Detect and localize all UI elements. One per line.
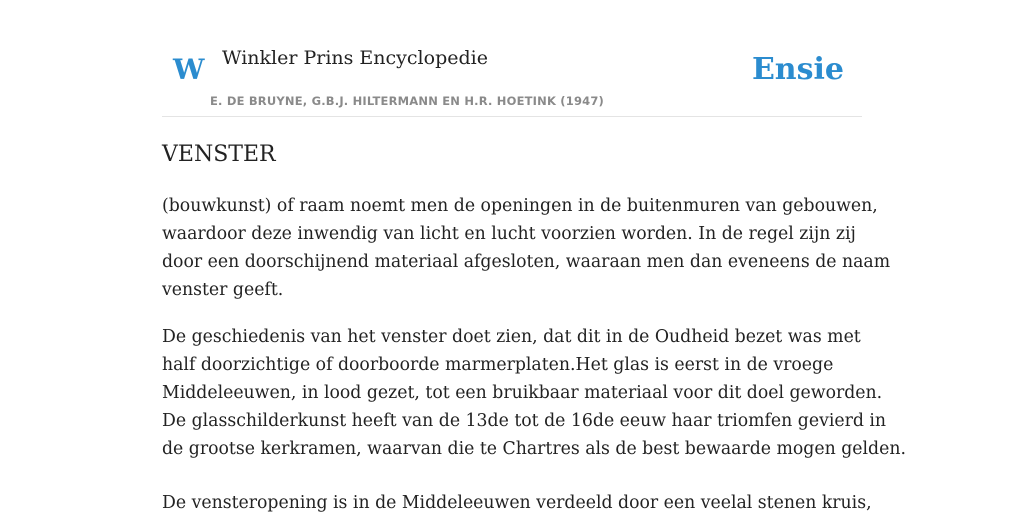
article-paragraph xyxy=(162,192,891,304)
source-authors: E. DE BRUYNE, G.B.J. HILTERMANN EN H.R. HOETINK (1947) xyxy=(210,94,605,108)
source-header xyxy=(162,0,862,117)
article-paragraph xyxy=(162,489,872,512)
paragraph-line: de grootse kerkramen, waarvan die te Chartres als de best bewaarde mogen gelden. xyxy=(162,439,906,459)
article-paragraph xyxy=(162,323,906,463)
paragraph-line: De vensteropening is in de Middeleeuwen verdeeld door een veelal stenen kruis, xyxy=(162,493,872,512)
paragraph-line: De geschiedenis van het venster doet zien, dat dit in de Oudheid bezet was met xyxy=(162,327,861,347)
paragraph-line: waardoor deze inwendig van licht en lucht voorzien worden. In de regel zijn zij xyxy=(162,224,856,244)
paragraph-line: door een doorschijnend materiaal afgesloten, waaraan men dan eveneens de naam xyxy=(162,252,891,272)
source-title[interactable]: Winkler Prins Encyclopedie xyxy=(222,47,488,69)
article-title: VENSTER xyxy=(162,142,276,167)
winkler-prins-logo[interactable]: W xyxy=(173,53,205,86)
paragraph-line: venster geeft. xyxy=(162,280,284,300)
article xyxy=(162,136,906,512)
paragraph-line: (bouwkunst) of raam noemt men de openingen in de buitenmuren van gebouwen, xyxy=(162,196,878,216)
ensie-logo[interactable]: Ensie xyxy=(751,52,844,87)
paragraph-line: De glasschilderkunst heeft van de 13de tot de 16de eeuw haar triomfen gevierd in xyxy=(162,411,887,431)
paragraph-line: half doorzichtige of doorboorde marmerplaten.Het glas is eerst in de vroege xyxy=(162,355,834,375)
paragraph-line: Middeleeuwen, in lood gezet, tot een bruikbaar materiaal voor dit doel geworden. xyxy=(162,383,883,403)
